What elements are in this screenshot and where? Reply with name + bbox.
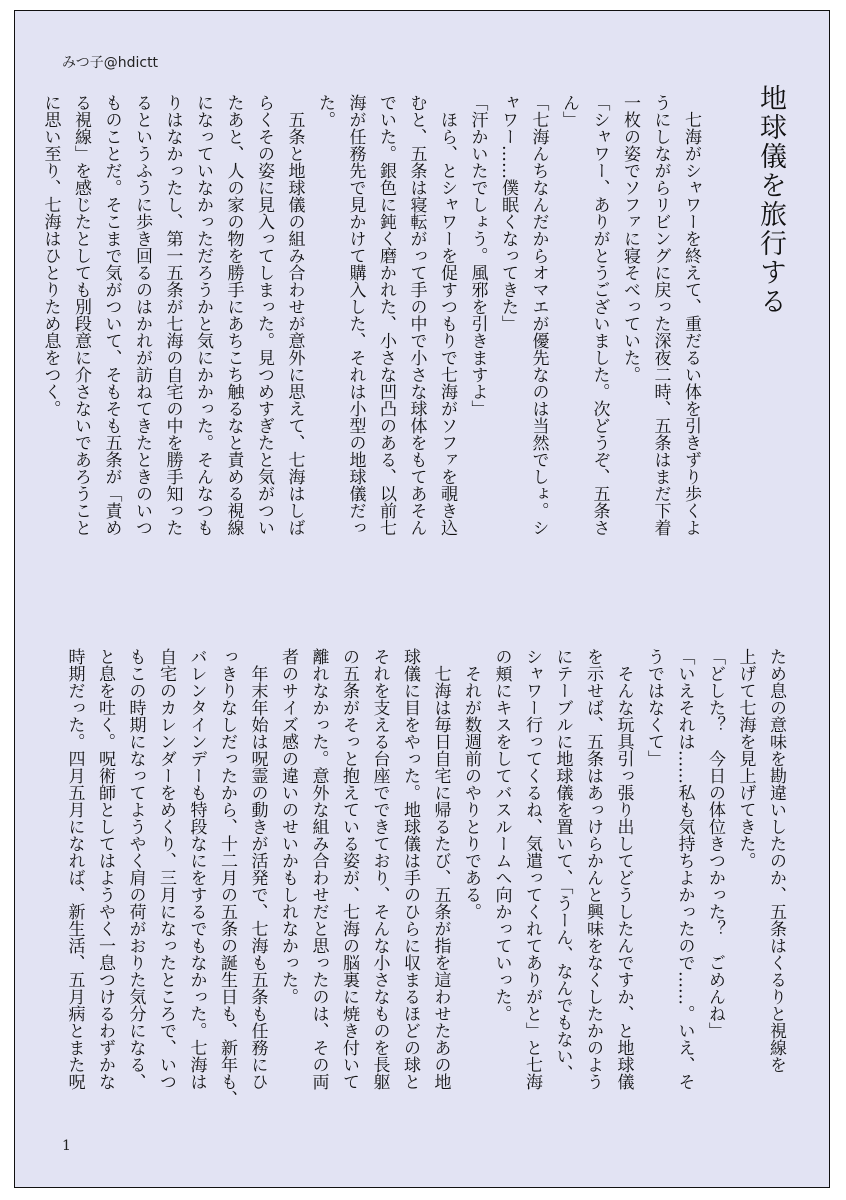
text-line: 年末年始は呪霊の動きが活発で、七海も五条も任務にひ <box>247 648 268 1090</box>
text-line: それを支える台座でできており、そんな小さなものを長躯 <box>369 648 390 1090</box>
text-line: たあと、人の家の物を勝手にあちこち触るなと責める視線 <box>223 94 244 536</box>
text-block-lower <box>59 648 791 1118</box>
text-line: 「七海んちなんだからオマエが優先なのは当然でしょ。シ <box>528 94 549 536</box>
text-line: それが数週前のやりとりである。 <box>461 648 481 920</box>
text-line: そんな玩具引っ張り出してどうしたんですか、と地球儀 <box>613 648 634 1090</box>
text-line: 者のサイズ感の違いのせいかもしれなかった。 <box>278 648 298 1005</box>
text-line: バレンタインデーも特段なにをするでもなかった。七海は <box>186 648 207 1090</box>
text-line: る視線」を感じたとしても別段意に介さないであろうこと <box>71 94 91 536</box>
page-number: 1 <box>62 1138 71 1154</box>
text-line: もこの時期になってようやく肩の荷がおりた気分になる、 <box>125 648 146 1090</box>
text-line: 海が任務先で見かけて購入した、それは小型の地球儀だっ <box>345 94 366 536</box>
text-line: ため息の意味を勘違いしたのか、五条はくるりと視線を <box>766 648 786 1073</box>
text-line: 離れなかった。意外な組み合わせだと思ったのは、その両 <box>308 648 329 1090</box>
text-line: 七海がシャワーを終えて、重だるい体を引きずり歩くよ <box>681 94 701 536</box>
text-line: 「シャワー、ありがとうございました。次どうぞ、五条さ <box>589 94 610 536</box>
text-line: ものことだ。そこまで気がついて、そもそも五条が「責め <box>101 94 122 536</box>
text-line: ん」 <box>559 94 579 128</box>
text-line: の五条がそっと抱えている姿が、七海の脳裏に焼き付いて <box>339 648 359 1090</box>
text-line: うにしながらリビングに戻った深夜二時、五条はまだ下着 <box>650 94 671 536</box>
text-line: 七海は毎日自宅に帰るたび、五条が指を這わせたあの地 <box>430 648 451 1090</box>
text-line: むと、五条は寝転がって手の中で小さな球体をもてあそん <box>406 94 427 536</box>
text-line: 一枚の姿でソファに寝そべっていた。 <box>620 94 640 383</box>
text-line: らくその姿に見入ってしまった。見つめすぎたと気がつい <box>254 94 274 536</box>
text-line: ャワー……僕眠くなってきた」 <box>498 94 518 332</box>
text-line: 自宅のカレンダーをめくり、三月になったところで、いつ <box>156 648 176 1090</box>
text-line: シャワー行ってくるね、気遣ってくれてありがと」と七海 <box>522 648 542 1090</box>
text-line: 球儀に目をやった。地球儀は手のひらに収まるほどの球と <box>400 648 420 1090</box>
text-line: 時期だった。四月五月になれば、新生活、五月病とまた呪 <box>64 648 85 1090</box>
text-line: うではなくて」 <box>644 648 664 767</box>
text-line: た。 <box>315 94 335 128</box>
text-line: の頬にキスをしてバスルームへ向かっていった。 <box>491 648 512 1022</box>
text-line: ほら、とシャワーを促すつもりで七海がソファを覗き込 <box>437 94 457 536</box>
author-handle: みつ子@hdictt <box>62 55 159 71</box>
text-line: 五条と地球儀の組み合わせが意外に思えて、七海はしば <box>284 94 305 536</box>
text-line: りはなかったし、第一五条が七海の自宅の中を勝手知った <box>162 94 183 536</box>
text-line: 上げて七海を見上げてきた。 <box>735 648 756 869</box>
text-line: 「汗かいたでしょう。風邪を引きますよ」 <box>467 94 488 417</box>
text-block-upper <box>35 94 706 626</box>
text-line: るというふうに歩き回るのはかれが訪ねてきたときのいつ <box>132 94 152 536</box>
text-line: でいた。銀色に鈍く磨かれた、小さな凹凸のある、以前七 <box>376 94 396 536</box>
text-line: にテーブルに地球儀を置いて、「うーん、なんでもない、 <box>552 648 573 1082</box>
page-title: 地球儀を旅行する <box>755 84 786 316</box>
text-line: を示せば、五条はあっけらかんと興味をなくしたかのよう <box>583 648 603 1090</box>
text-line: 「いえそれは……私も気持ちよかったので……。いえ、そ <box>674 648 695 1090</box>
text-line: に思い至り、七海はひとりため息をつく。 <box>40 94 61 417</box>
text-line: 「どした？ 今日の体位きつかった？ ごめんね」 <box>705 648 725 1039</box>
text-line: と息を吐く。呪術師としてはようやく一息つけるわずかな <box>95 648 115 1090</box>
text-line: っきりなしだったから、十二月の五条の誕生日も、新年も、 <box>217 648 237 1107</box>
text-line: になっていなかっただろうかと気にかかった。そんなつも <box>193 94 213 536</box>
